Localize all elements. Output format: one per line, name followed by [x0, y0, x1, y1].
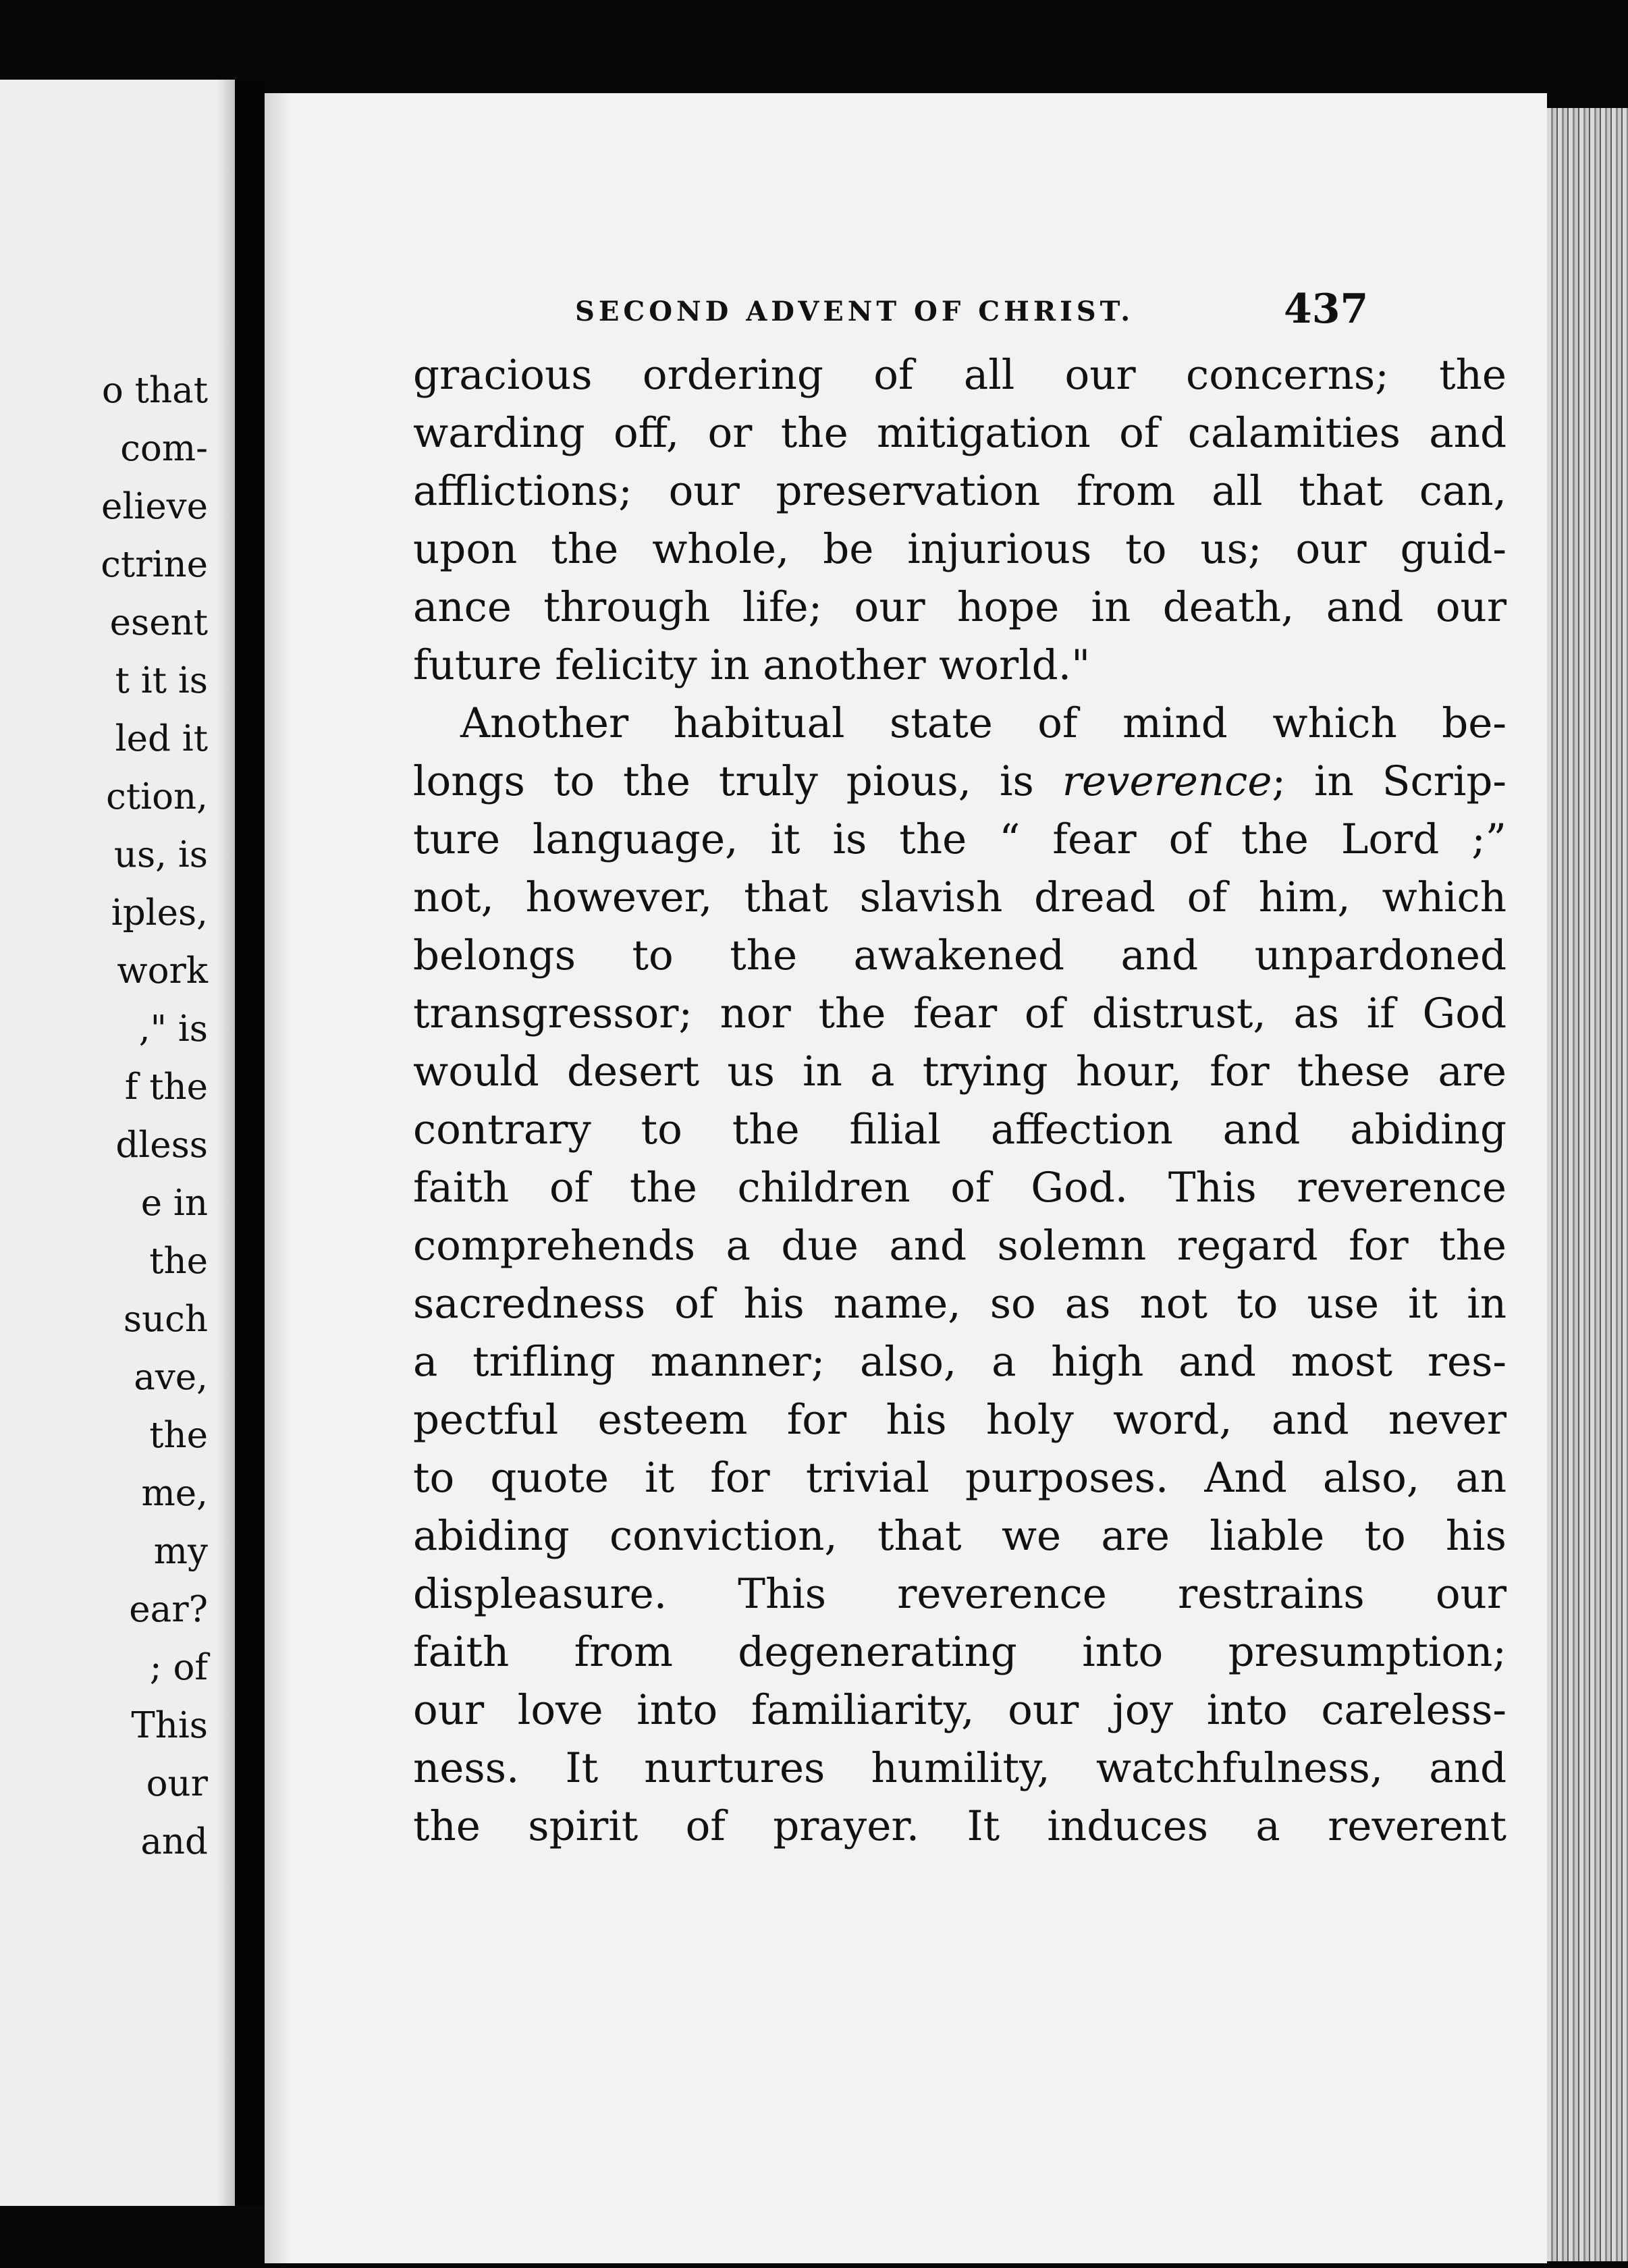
gutter-shadow — [217, 80, 235, 2206]
left-line: o that — [101, 370, 208, 411]
left-line: me, — [141, 1473, 208, 1514]
text-line-mixed — [413, 753, 1507, 811]
text-line: our love into familiarity, our joy into careless- — [413, 1686, 1507, 1734]
body-text — [413, 346, 1507, 1856]
running-head: SECOND ADVENT OF CHRIST. — [575, 296, 1135, 327]
text-line: ture language, it is the “ fear of the Lord ;” — [413, 815, 1507, 863]
book-spine — [235, 80, 265, 2206]
text-line: abiding conviction, that we are liable to his — [413, 1512, 1507, 1560]
text-line: ance through life; our hope in death, and our — [413, 583, 1507, 631]
text-line: belongs to the awakened and unpardoned — [413, 932, 1507, 979]
left-page — [0, 80, 235, 2206]
left-line: esent — [109, 602, 208, 643]
left-line: such — [123, 1299, 208, 1340]
left-line: ction, — [106, 776, 208, 817]
text-line: sacredness of his name, so as not to use it in — [413, 1280, 1507, 1328]
left-line: f the — [124, 1066, 208, 1108]
text-line: displeasure. This reverence restrains our — [413, 1570, 1507, 1618]
text-line: gracious ordering of all our concerns; the — [413, 351, 1507, 399]
left-line: e in — [140, 1183, 208, 1224]
page-number: 437 — [1284, 286, 1369, 333]
left-line: elieve — [101, 486, 208, 527]
left-line: the — [149, 1241, 208, 1282]
text-line: Another habitual state of mind which be- — [460, 699, 1507, 747]
left-line: work — [117, 950, 208, 992]
left-line: ave, — [134, 1357, 208, 1398]
left-line: ear? — [129, 1589, 208, 1630]
left-line: ," is — [138, 1008, 208, 1050]
left-line: t it is — [115, 660, 208, 701]
left-line: This — [131, 1705, 208, 1746]
text-line: contrary to the filial affection and abiding — [413, 1106, 1507, 1154]
text-line: not, however, that slavish dread of him, which — [413, 873, 1507, 921]
text-line: the spirit of prayer. It induces a reverent — [413, 1802, 1507, 1850]
left-line: us, is — [113, 834, 208, 875]
left-line: iples, — [111, 892, 208, 934]
left-line: and — [140, 1821, 208, 1862]
italic-word: reverence — [1062, 757, 1272, 805]
text-segment: longs to the truly pious, is — [413, 757, 1034, 805]
left-line: led it — [115, 718, 208, 759]
text-line: afflictions; our preservation from all that can, — [413, 467, 1507, 515]
text-line: ness. It nurtures humility, watchfulness, and — [413, 1744, 1507, 1792]
text-segment: ; in Scrip- — [1272, 757, 1507, 805]
text-line: comprehends a due and solemn regard for the — [413, 1222, 1507, 1270]
left-line: my — [153, 1531, 208, 1572]
left-line: ctrine — [101, 544, 208, 585]
text-line: transgressor; nor the fear of distrust, as if God — [413, 990, 1507, 1037]
right-page — [265, 93, 1547, 2263]
text-line: faith of the children of God. This reverence — [413, 1164, 1507, 1212]
inner-shadow — [265, 93, 292, 2263]
text-line: would desert us in a trying hour, for these are — [413, 1048, 1507, 1096]
text-line: future felicity in another world." — [413, 641, 1091, 689]
text-line: to quote it for trivial purposes. And also, an — [413, 1454, 1507, 1502]
left-line: the — [149, 1415, 208, 1456]
text-line: a trifling manner; also, a high and most res- — [413, 1338, 1507, 1386]
text-line: warding off, or the mitigation of calamities and — [413, 409, 1507, 457]
page-edges — [1547, 108, 1628, 2261]
text-line: pectful esteem for his holy word, and never — [413, 1396, 1507, 1444]
left-line: ; of — [149, 1647, 208, 1688]
left-line: com- — [120, 428, 208, 469]
left-line: our — [146, 1763, 208, 1804]
text-line: upon the whole, be injurious to us; our guid- — [413, 525, 1507, 573]
left-page-text — [101, 362, 208, 1871]
left-line: dless — [115, 1125, 208, 1166]
text-line: faith from degenerating into presumption; — [413, 1628, 1507, 1676]
